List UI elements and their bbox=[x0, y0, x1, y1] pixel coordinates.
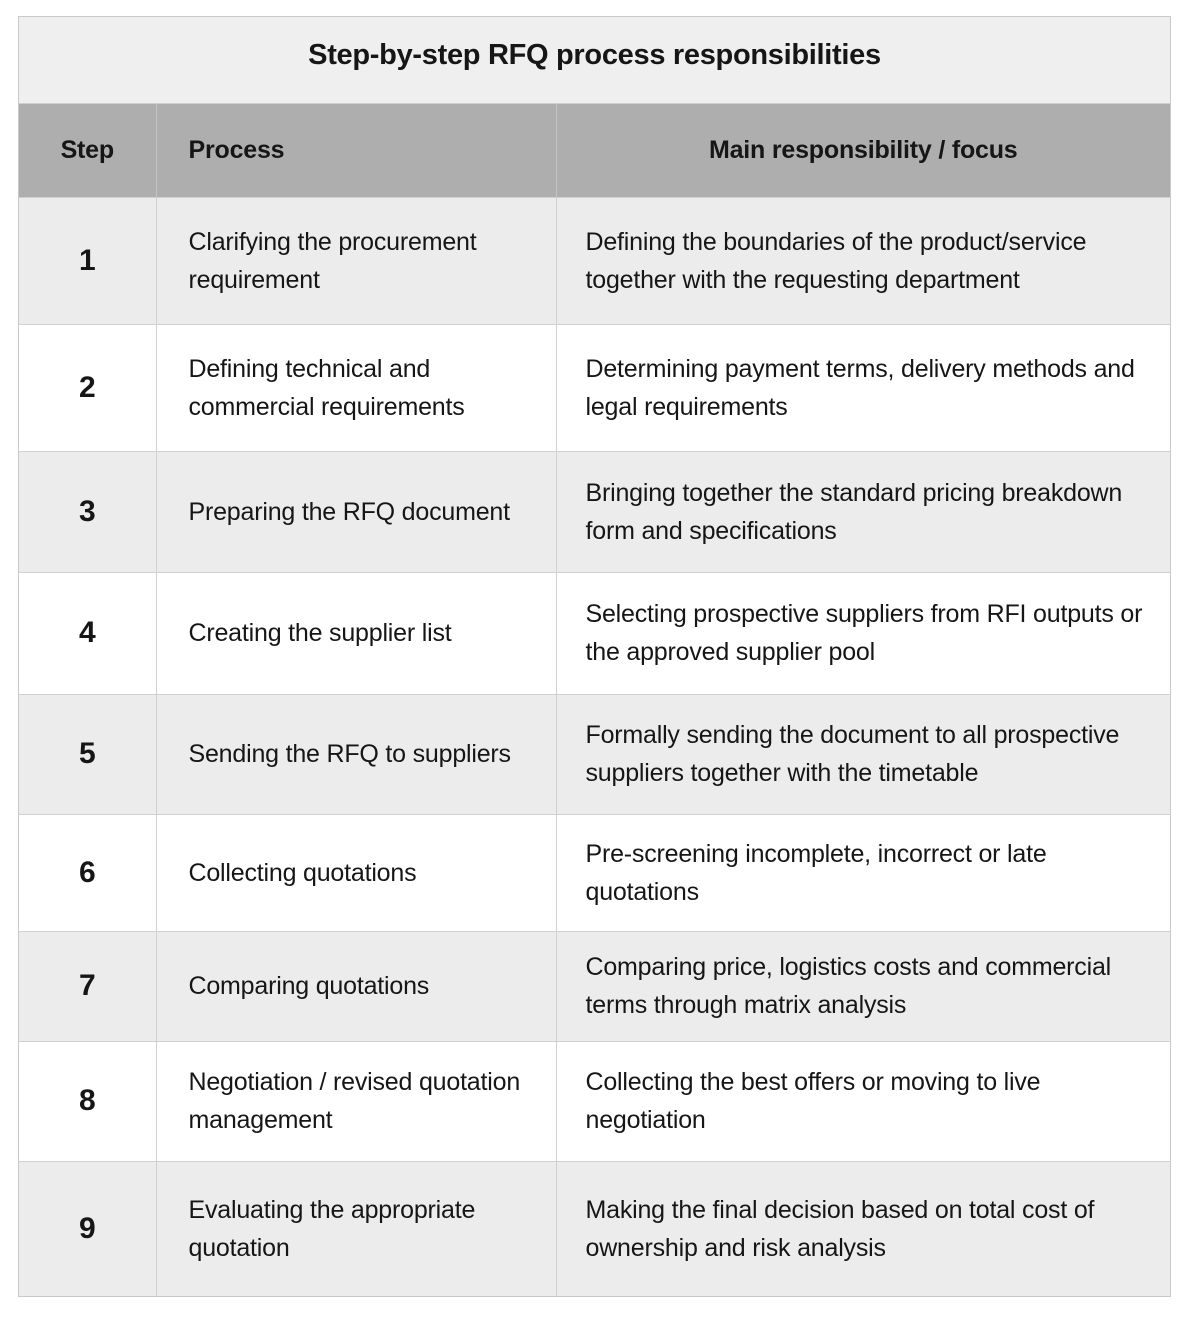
rfq-process-table bbox=[19, 104, 1170, 1296]
responsibility-cell: Making the final decision based on total cost of ownership and risk analysis bbox=[556, 1161, 1170, 1296]
table-row bbox=[19, 572, 1170, 694]
title-bar bbox=[19, 17, 1170, 104]
responsibility-cell: Comparing price, logistics costs and commercial terms through matrix analysis bbox=[556, 931, 1170, 1041]
table-row bbox=[19, 324, 1170, 451]
process-cell: Negotiation / revised quotation management bbox=[156, 1041, 556, 1161]
process-cell: Sending the RFQ to suppliers bbox=[156, 694, 556, 814]
step-number: 8 bbox=[19, 1041, 156, 1161]
table-row bbox=[19, 1161, 1170, 1296]
step-number: 9 bbox=[19, 1161, 156, 1296]
column-header-process: Process bbox=[156, 104, 556, 197]
responsibility-cell: Determining payment terms, delivery methods and legal requirements bbox=[556, 324, 1170, 451]
responsibility-cell: Formally sending the document to all prospective suppliers together with the timetable bbox=[556, 694, 1170, 814]
table-row bbox=[19, 694, 1170, 814]
step-number: 3 bbox=[19, 451, 156, 572]
table-row bbox=[19, 814, 1170, 931]
table-row bbox=[19, 931, 1170, 1041]
header-row bbox=[19, 104, 1170, 197]
process-cell: Defining technical and commercial requirements bbox=[156, 324, 556, 451]
step-number: 7 bbox=[19, 931, 156, 1041]
column-header-responsibility: Main responsibility / focus bbox=[556, 104, 1170, 197]
rfq-table-card bbox=[18, 16, 1171, 1297]
responsibility-cell: Pre-screening incomplete, incorrect or late quotations bbox=[556, 814, 1170, 931]
table-row bbox=[19, 1041, 1170, 1161]
table-title: Step-by-step RFQ process responsibilities bbox=[308, 38, 881, 71]
step-number: 2 bbox=[19, 324, 156, 451]
responsibility-cell: Bringing together the standard pricing breakdown form and specifications bbox=[556, 451, 1170, 572]
step-number: 1 bbox=[19, 197, 156, 324]
process-cell: Comparing quotations bbox=[156, 931, 556, 1041]
table-row bbox=[19, 197, 1170, 324]
step-number: 5 bbox=[19, 694, 156, 814]
process-cell: Collecting quotations bbox=[156, 814, 556, 931]
step-number: 6 bbox=[19, 814, 156, 931]
responsibility-cell: Selecting prospective suppliers from RFI outputs or the approved supplier pool bbox=[556, 572, 1170, 694]
process-cell: Clarifying the procurement requirement bbox=[156, 197, 556, 324]
step-number: 4 bbox=[19, 572, 156, 694]
responsibility-cell: Defining the boundaries of the product/service together with the requesting department bbox=[556, 197, 1170, 324]
responsibility-cell: Collecting the best offers or moving to live negotiation bbox=[556, 1041, 1170, 1161]
process-cell: Creating the supplier list bbox=[156, 572, 556, 694]
table-row bbox=[19, 451, 1170, 572]
process-cell: Preparing the RFQ document bbox=[156, 451, 556, 572]
process-cell: Evaluating the appropriate quotation bbox=[156, 1161, 556, 1296]
column-header-step: Step bbox=[19, 104, 156, 197]
